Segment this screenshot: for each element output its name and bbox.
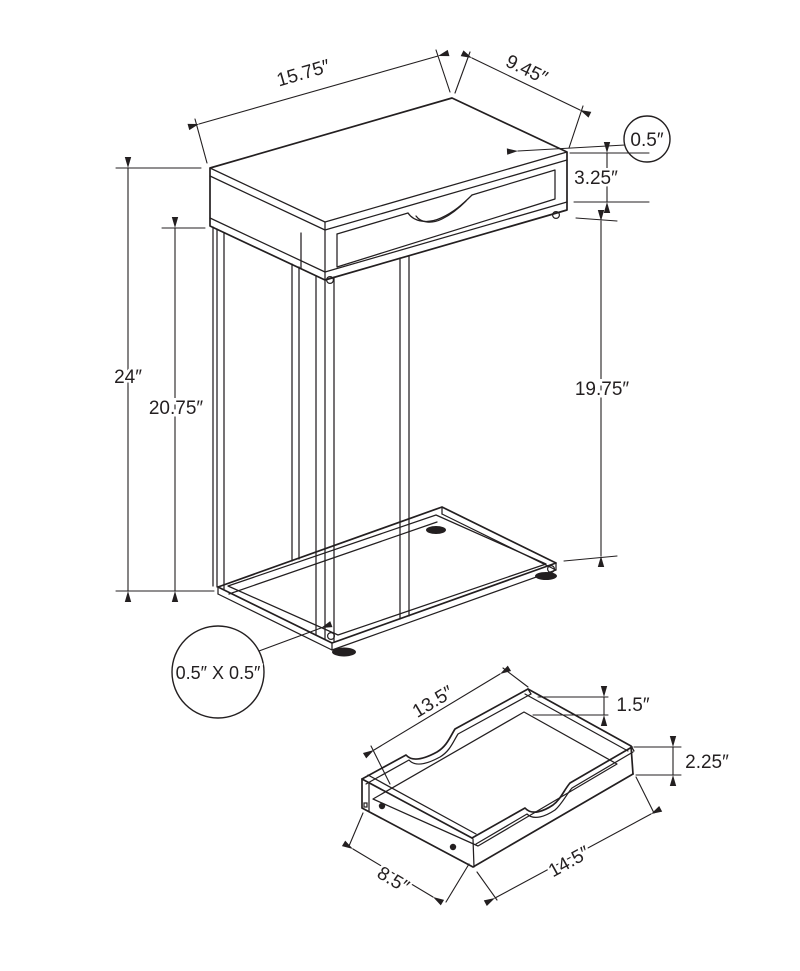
drawer-dimensions — [349, 668, 729, 902]
dim-extension-lines — [634, 747, 681, 775]
foot-right — [535, 572, 557, 580]
dim-label-frame-height: 20.75″ — [148, 398, 204, 419]
foot-front — [332, 648, 356, 657]
dim-top-depth — [455, 51, 583, 148]
dim-overall-height — [114, 168, 214, 591]
dim-label-overall-height: 24″ — [114, 367, 142, 388]
dim-label-tube-size: 0.5″ X 0.5″ — [175, 663, 261, 683]
dim-label-drawer-outer-height: 2.25″ — [685, 752, 729, 773]
dim-base-clearance — [564, 218, 629, 561]
dim-label-drawer-inner-length: 13.5″ — [409, 682, 458, 723]
dim-drawer-outer-height — [634, 747, 729, 775]
dim-frame-height — [149, 228, 205, 591]
drawer-panel-outline — [337, 170, 555, 267]
drawer-detail-drawing — [362, 689, 634, 867]
back-left-post — [213, 227, 224, 589]
dim-extension-lines — [477, 777, 654, 900]
callout-tube-size — [172, 626, 321, 718]
drawer-left-wall-outline — [362, 774, 633, 867]
dim-label-top-depth: 9.45″ — [502, 51, 551, 90]
dim-label-drawer-outer-length: 14.5″ — [545, 842, 594, 882]
tabletop-box-outline — [210, 98, 567, 280]
base-inner-top — [228, 515, 546, 635]
drawer-handle-scallop-inner — [416, 201, 466, 222]
dim-label-drawer-depth: 8.5″ — [373, 862, 413, 898]
front-middle-post — [400, 256, 409, 619]
dim-drawer-wall-height — [533, 695, 650, 716]
drawer-front-wall-top — [472, 747, 632, 838]
dim-extension-lines — [371, 668, 528, 784]
base-frame — [218, 507, 557, 657]
drawer-screw-dot-1 — [379, 803, 385, 809]
dim-label-top-width: 15.75″ — [274, 56, 333, 92]
side-table-drawing — [210, 98, 567, 657]
dim-label-drawer-wall-height: 1.5″ — [616, 695, 650, 716]
dim-drawer-inner-length — [371, 668, 528, 784]
dim-drawer-outer-length — [477, 777, 654, 900]
dim-top-width — [195, 50, 450, 163]
base-outer-top — [218, 507, 556, 643]
drawer-screw-dot-2 — [450, 844, 456, 850]
dim-label-base-clearance: 19.75″ — [574, 379, 630, 400]
dim-label-drawer-section-height: 3.25″ — [574, 168, 618, 189]
front-left-post — [316, 276, 334, 641]
dim-label-top-thickness: 0.5″ — [630, 130, 664, 151]
drawer-front-wall-rim-inner — [476, 752, 633, 844]
callout-leader — [518, 145, 625, 151]
back-middle-post — [292, 264, 299, 561]
foot-back — [426, 526, 446, 534]
drawer-end-screw-hole — [364, 803, 367, 807]
tabletop-slab-bottom-edge — [210, 160, 567, 230]
main-dimensions — [114, 50, 670, 718]
